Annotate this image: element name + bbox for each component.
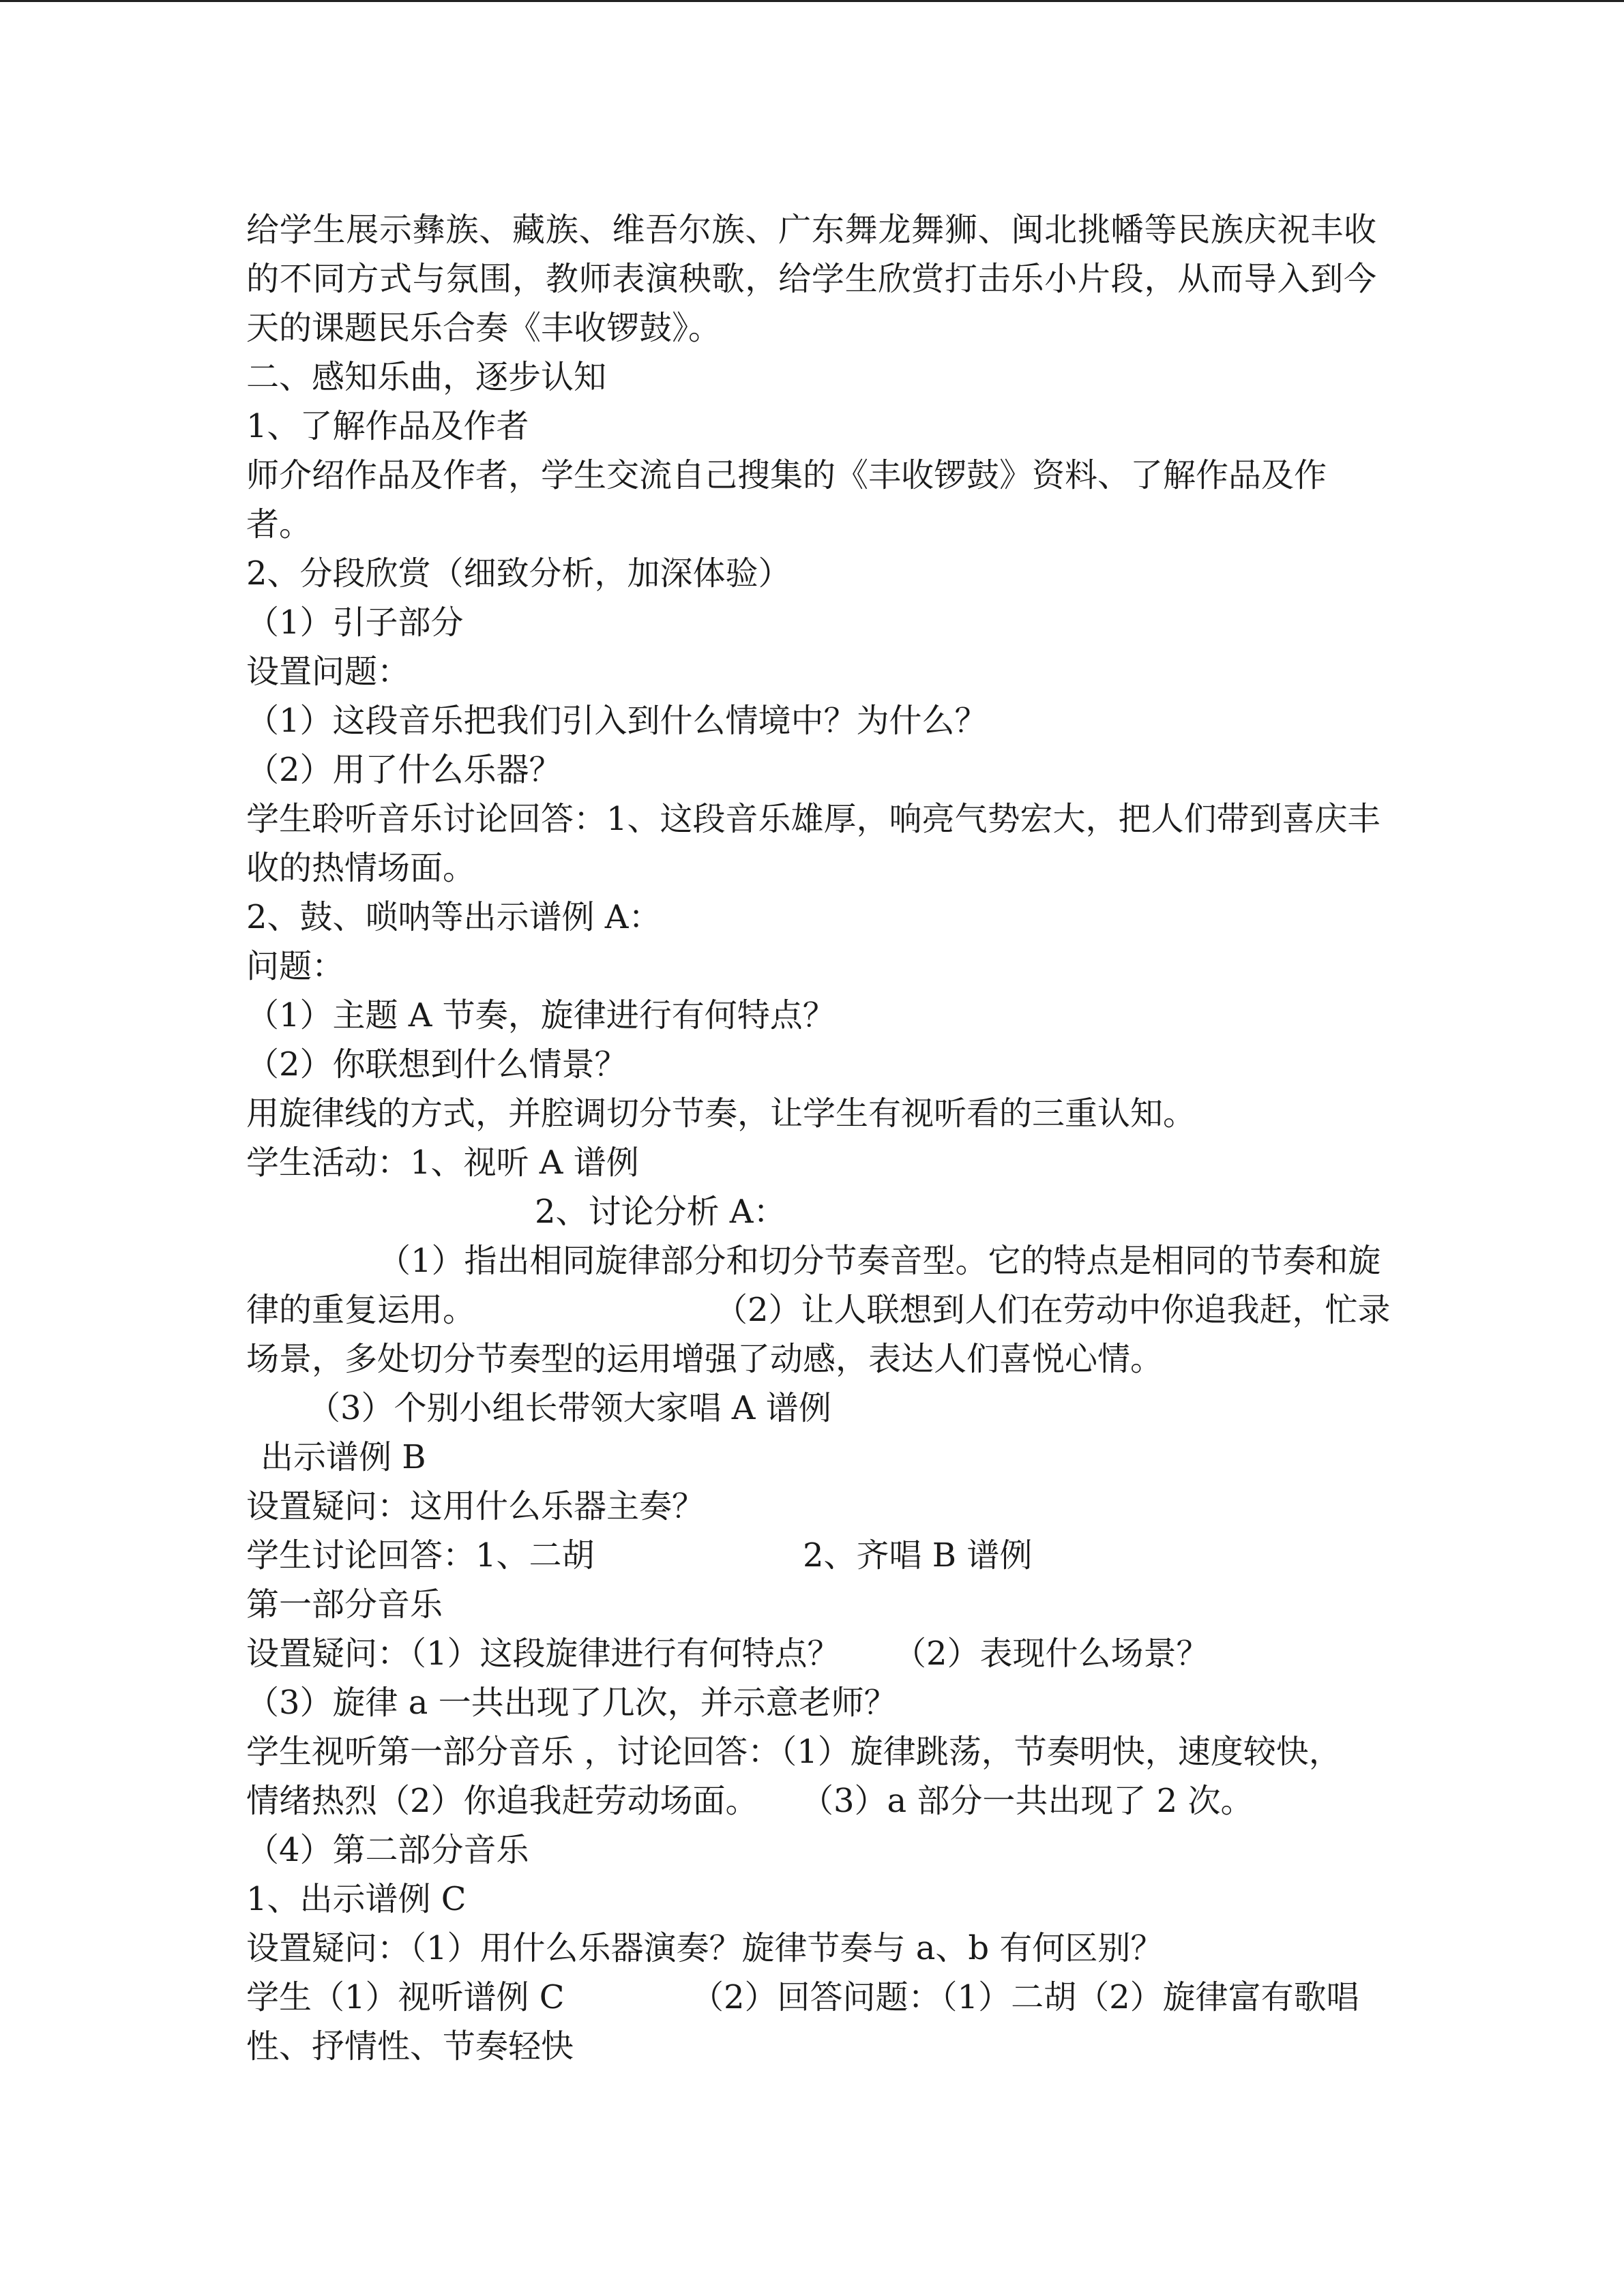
line-text: 情绪热烈（2）你追我赶劳动场面。 [246,1782,758,1820]
text-line [0,942,1624,991]
text-line [0,205,1624,254]
line-text: 设置问题： [246,653,411,691]
line-text: （3）a 部分一共出现了 2 次。 [801,1782,1254,1820]
text-line [0,254,1624,303]
line-text: 2、讨论分析 A： [535,1193,786,1231]
line-text: （3）个别小组长带领大家唱 A 谱例 [308,1389,831,1427]
line-text: （1）主题 A 节奏，旋律进行有何特点？ [246,996,836,1034]
text-line [0,1089,1624,1138]
line-text: 天的课题民乐合奏《丰收锣鼓》。 [246,309,722,347]
line-text: （2）让人联想到人们在劳动中你追我赶，忙录 [715,1291,1391,1329]
line-text: 学生讨论回答：1、二胡 [246,1536,595,1575]
text-line [0,647,1624,696]
line-text: 设置疑问：（1）这段旋律进行有何特点？ [246,1635,840,1673]
text-line [0,991,1624,1040]
text-line [0,1384,1624,1433]
line-text: 1、出示谱例 C [246,1880,467,1918]
line-text: 1、了解作品及作者 [246,407,529,445]
text-line [0,2022,1624,2071]
text-line [0,1187,1624,1236]
text-line [0,303,1624,353]
line-text: 学生视听第一部分音乐 ，讨论回答：（1）旋律跳荡，节奏明快，速度较快， [246,1733,1342,1771]
page-top-border [0,0,1624,2]
line-text: （2）表现什么场景？ [894,1635,1209,1673]
text-line [0,500,1624,549]
text-line [0,451,1624,500]
line-text: 问题： [246,947,345,985]
line-text: 学生（1）视听谱例 C [246,1978,565,2016]
text-line [0,1531,1624,1580]
line-text: 用旋律线的方式，并腔调切分节奏，让学生有视听看的三重认知。 [246,1094,1196,1133]
text-line [0,1678,1624,1727]
line-text: 的不同方式与氛围，教师表演秧歌，给学生欣赏打击乐小片段，从而导入到今 [246,260,1376,298]
text-line [0,1875,1624,1924]
text-line [0,1482,1624,1531]
line-text: （1）引子部分 [246,603,464,642]
subsection-heading [0,549,1624,598]
text-line [0,844,1624,893]
line-text: 师介绍作品及作者，学生交流自己搜集的《丰收锣鼓》资料、了解作品及作 [246,456,1327,494]
text-line [0,1138,1624,1187]
line-text: （2）回答问题：（1）二胡（2）旋律富有歌唱 [691,1978,1359,2016]
text-line [0,1335,1624,1384]
text-line [0,1924,1624,1973]
text-line [0,745,1624,794]
text-line [0,1973,1624,2022]
line-text: 设置疑问：（1）用什么乐器演奏？旋律节奏与 a、b 有何区别？ [246,1929,1164,1967]
line-text: 二、感知乐曲，逐步认知 [246,358,607,396]
line-text: 出示谱例 B [261,1438,426,1476]
text-line [0,1776,1624,1825]
text-line [0,893,1624,942]
text-line [0,1433,1624,1482]
line-text: （3）旋律 a 一共出现了几次，并示意老师？ [246,1684,897,1722]
line-text: 2、齐唱 B 谱例 [803,1536,1033,1575]
line-text: 给学生展示彝族、藏族、维吾尔族、广东舞龙舞狮、闽北挑幡等民族庆祝丰收 [246,211,1376,249]
text-line [0,1040,1624,1089]
text-line [0,1825,1624,1875]
line-text: 律的重复运用。 [246,1291,476,1329]
line-text: （1）这段音乐把我们引入到什么情境中？为什么？ [246,702,988,740]
subsection-heading [0,402,1624,451]
line-text: 收的热情场面。 [246,849,476,887]
line-text: （4）第二部分音乐 [246,1831,529,1869]
line-text: （2）你联想到什么情景？ [246,1045,628,1084]
line-text: 者。 [246,505,312,543]
text-line [0,794,1624,844]
line-text: （1）指出相同旋律部分和切分节奏音型。它的特点是相同的节奏和旋 [378,1242,1381,1280]
line-text: 性、抒情性、节奏轻快 [246,2027,574,2066]
line-text: 学生聆听音乐讨论回答：1、这段音乐雄厚，响亮气势宏大，把人们带到喜庆丰 [246,800,1381,838]
line-text: 场景，多处切分节奏型的运用增强了动感，表达人们喜悦心情。 [246,1340,1164,1378]
line-text: 第一部分音乐 [246,1585,443,1624]
line-text: 2、鼓、唢呐等出示谱例 A： [246,898,662,936]
line-text: 设置疑问：这用什么乐器主奏？ [246,1487,705,1525]
text-line [0,1727,1624,1776]
text-line [0,1629,1624,1678]
line-text: （2）用了什么乐器？ [246,751,562,789]
text-line [0,1285,1624,1335]
subsection-heading [0,1580,1624,1629]
line-text: 2、分段欣赏（细致分析，加深体验） [246,554,791,593]
text-line [0,598,1624,647]
text-line [0,1236,1624,1285]
line-text: 学生活动：1、视听 A 谱例 [246,1144,639,1182]
text-line [0,696,1624,745]
section-heading [0,353,1624,402]
